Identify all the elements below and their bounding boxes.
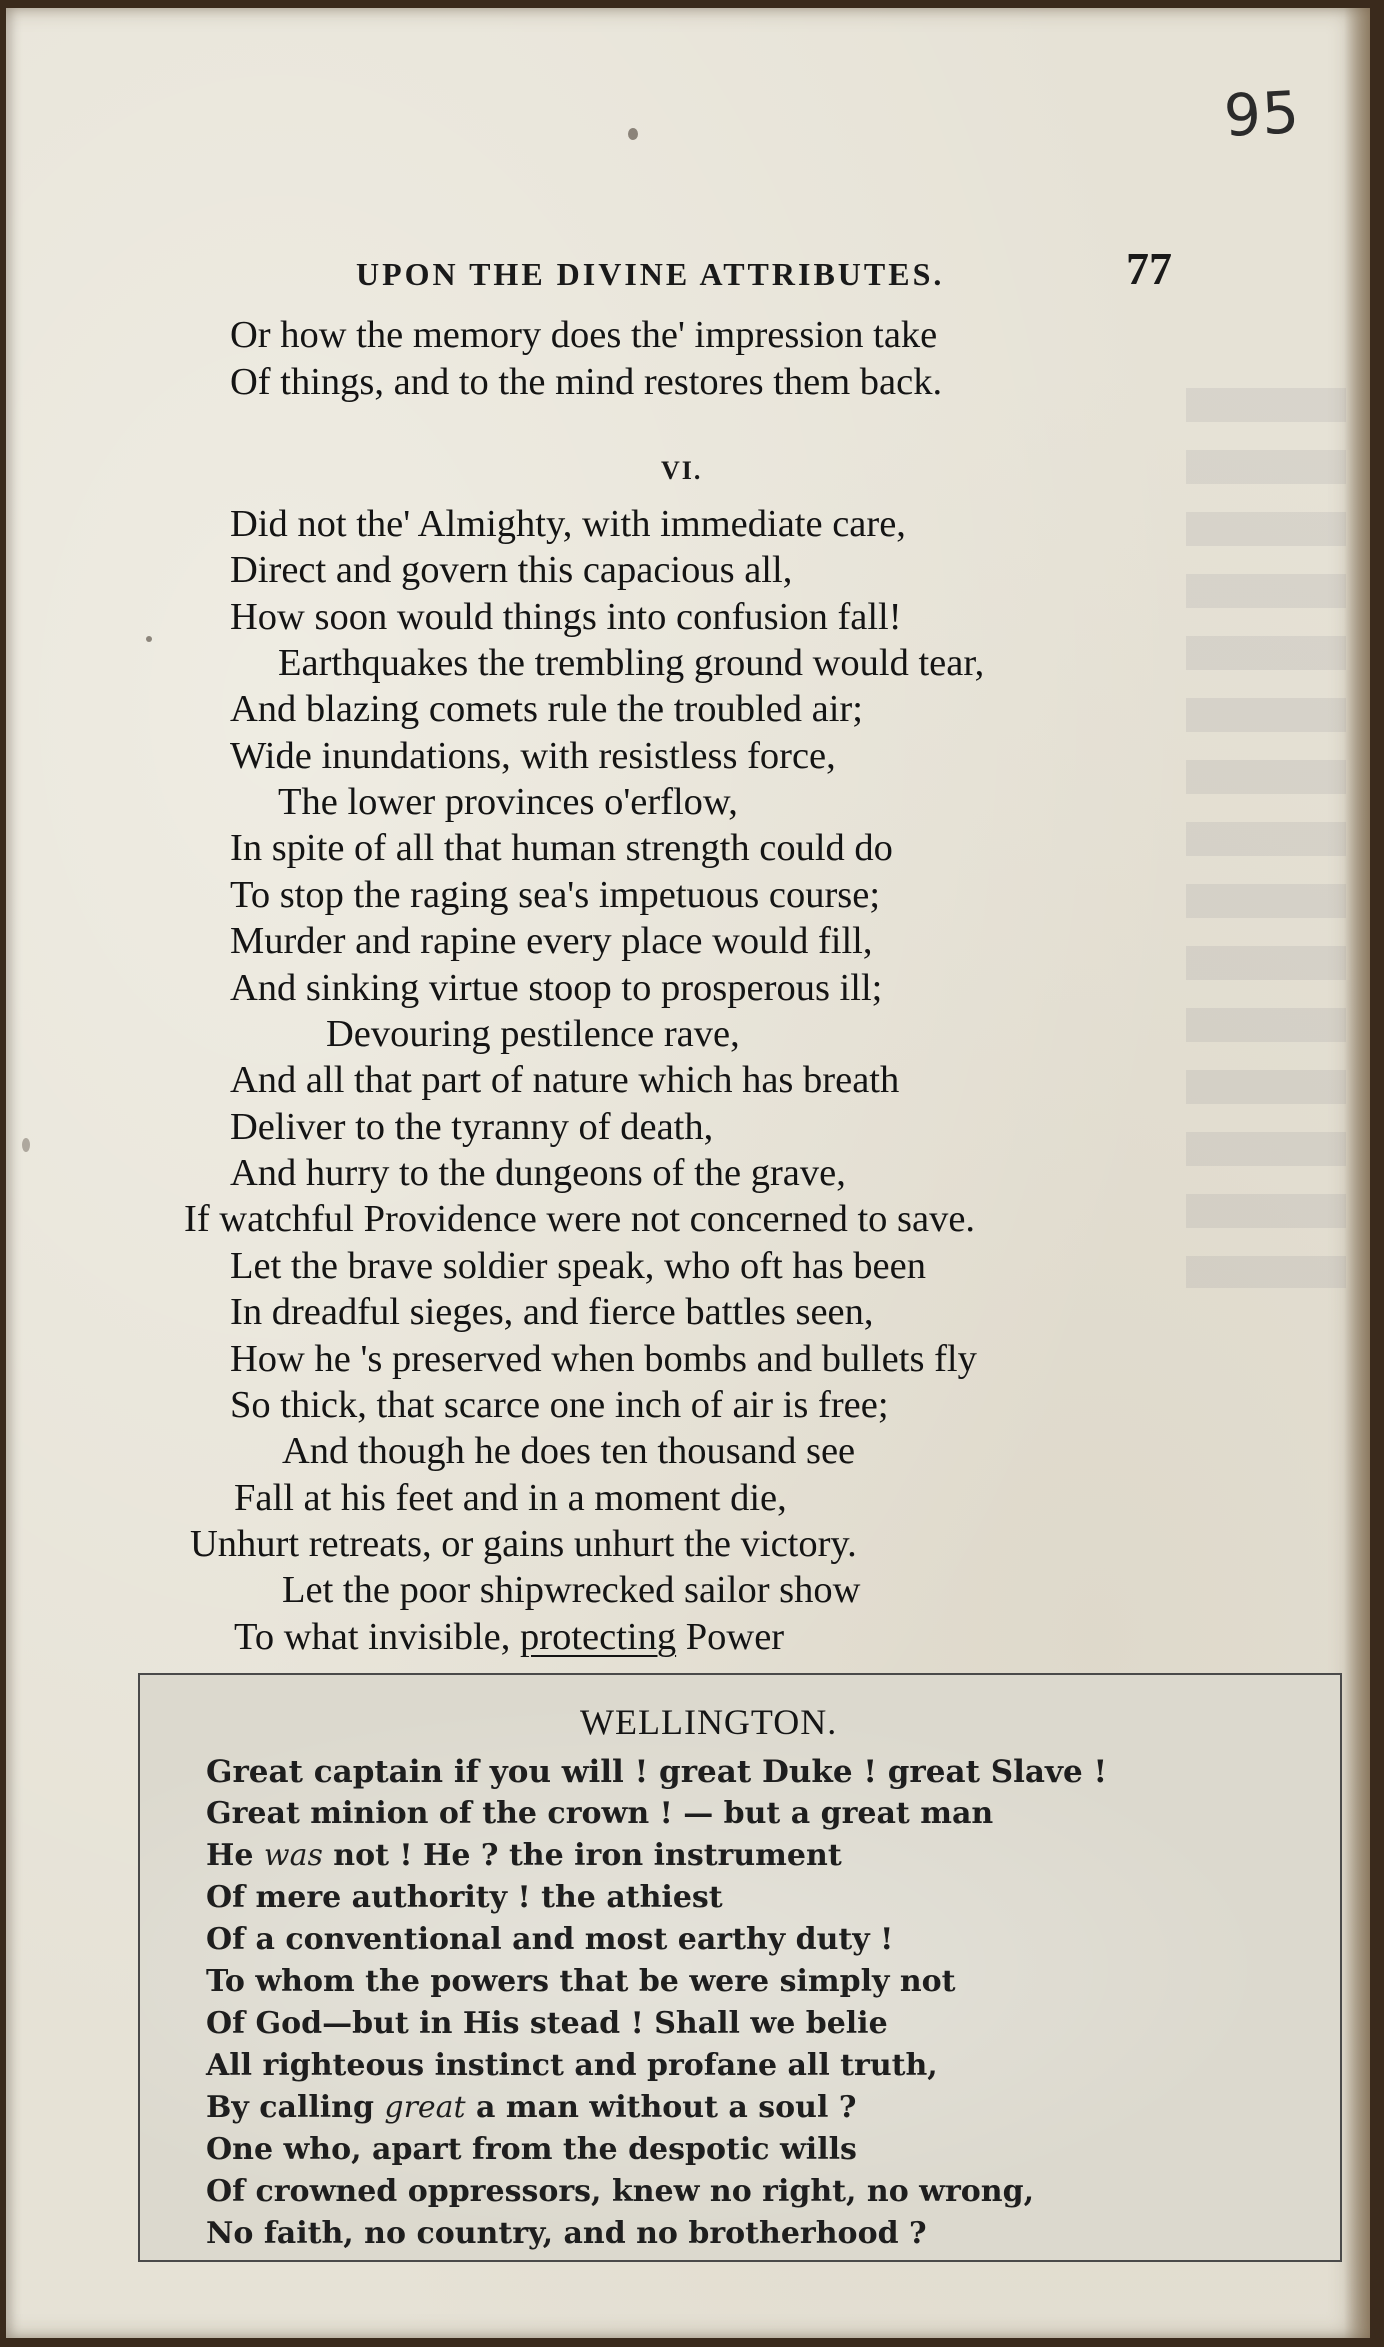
poem-line: Fall at his feet and in a moment die, xyxy=(234,1477,787,1519)
clipping-line: One who, apart from the despotic wills xyxy=(206,2132,857,2167)
poem-line: Direct and govern this capacious all, xyxy=(230,549,793,591)
poem-line: Let the brave soldier speak, who oft has been xyxy=(230,1245,926,1287)
poem-line: Earthquakes the trembling ground would tear, xyxy=(278,642,985,684)
poem-line: And hurry to the dungeons of the grave, xyxy=(230,1152,846,1194)
poem-line: Devouring pestilence rave, xyxy=(326,1013,740,1055)
clipping-line: To whom the powers that be were simply not xyxy=(206,1964,956,1999)
book-page xyxy=(6,8,1370,2338)
page-number: 77 xyxy=(1126,243,1172,294)
poem-line: How he 's preserved when bombs and bullets fly xyxy=(230,1338,977,1380)
poem-line: And blazing comets rule the troubled air; xyxy=(230,688,863,730)
stanza-number: VI. xyxy=(661,456,703,485)
poem-line: In spite of all that human strength could do xyxy=(230,827,893,869)
clipping-title: WELLINGTON. xyxy=(580,1702,838,1742)
poem-line-last: To what invisible, protecting Power xyxy=(234,1616,785,1658)
page-edge-shadow xyxy=(1344,8,1370,2338)
clipping-line: No faith, no country, and no brotherhood ? xyxy=(206,2216,927,2251)
newspaper-clipping xyxy=(138,1673,1342,2262)
poem-line: To stop the raging sea's impetuous course; xyxy=(230,874,881,916)
poem-line: How soon would things into confusion fall! xyxy=(230,596,902,638)
poem-line: Let the poor shipwrecked sailor show xyxy=(282,1569,861,1611)
handwritten-folio-number: 95 xyxy=(1222,78,1302,150)
show-through-texture xyxy=(1186,388,1346,1288)
poem-line: Or how the memory does the' impression take xyxy=(230,314,938,356)
poem-line: Deliver to the tyranny of death, xyxy=(230,1106,714,1148)
clipping-line: All righteous instinct and profane all truth, xyxy=(206,2048,938,2083)
clipping-line: Of crowned oppressors, knew no right, no wrong, xyxy=(206,2174,1035,2209)
poem-line: Did not the' Almighty, with immediate care, xyxy=(230,503,906,545)
clipping-line: Of a conventional and most earthy duty ! xyxy=(206,1922,894,1957)
running-head: UPON THE DIVINE ATTRIBUTES. xyxy=(356,256,945,292)
clipping-line: Great minion of the crown ! — but a great man xyxy=(206,1796,994,1831)
poem-line: Murder and rapine every place would fill, xyxy=(230,920,873,962)
poem-line: Unhurt retreats, or gains unhurt the victory. xyxy=(190,1523,857,1565)
poem-line: If watchful Providence were not concerned to save. xyxy=(184,1198,976,1240)
poem-line: Wide inundations, with resistless force, xyxy=(230,735,836,777)
poem-line: And sinking virtue stoop to prosperous ill; xyxy=(230,967,883,1009)
clipping-line: Great captain if you will ! great Duke ! great Slave ! xyxy=(206,1754,1108,1790)
poem-line: So thick, that scarce one inch of air is free; xyxy=(230,1384,889,1426)
poem-line: And though he does ten thousand see xyxy=(282,1430,856,1472)
poem-line: The lower provinces o'erflow, xyxy=(278,781,738,823)
clipping-line: Of God—but in His stead ! Shall we belie xyxy=(206,2006,888,2041)
poem-line: And all that part of nature which has breath xyxy=(230,1059,900,1101)
poem-line: In dreadful sieges, and fierce battles seen, xyxy=(230,1291,874,1333)
ink-spot xyxy=(628,128,638,140)
underlined-word: protecting xyxy=(520,1616,677,1658)
clipping-line: By calling great a man without a soul ? xyxy=(206,2090,857,2125)
ink-spot xyxy=(146,636,152,642)
clipping-line: Of mere authority ! the athiest xyxy=(206,1880,723,1915)
clipping-line: He was not ! He ? the iron instrument xyxy=(206,1838,842,1873)
ink-spot xyxy=(22,1138,30,1152)
poem-line: Of things, and to the mind restores them back. xyxy=(230,361,943,403)
